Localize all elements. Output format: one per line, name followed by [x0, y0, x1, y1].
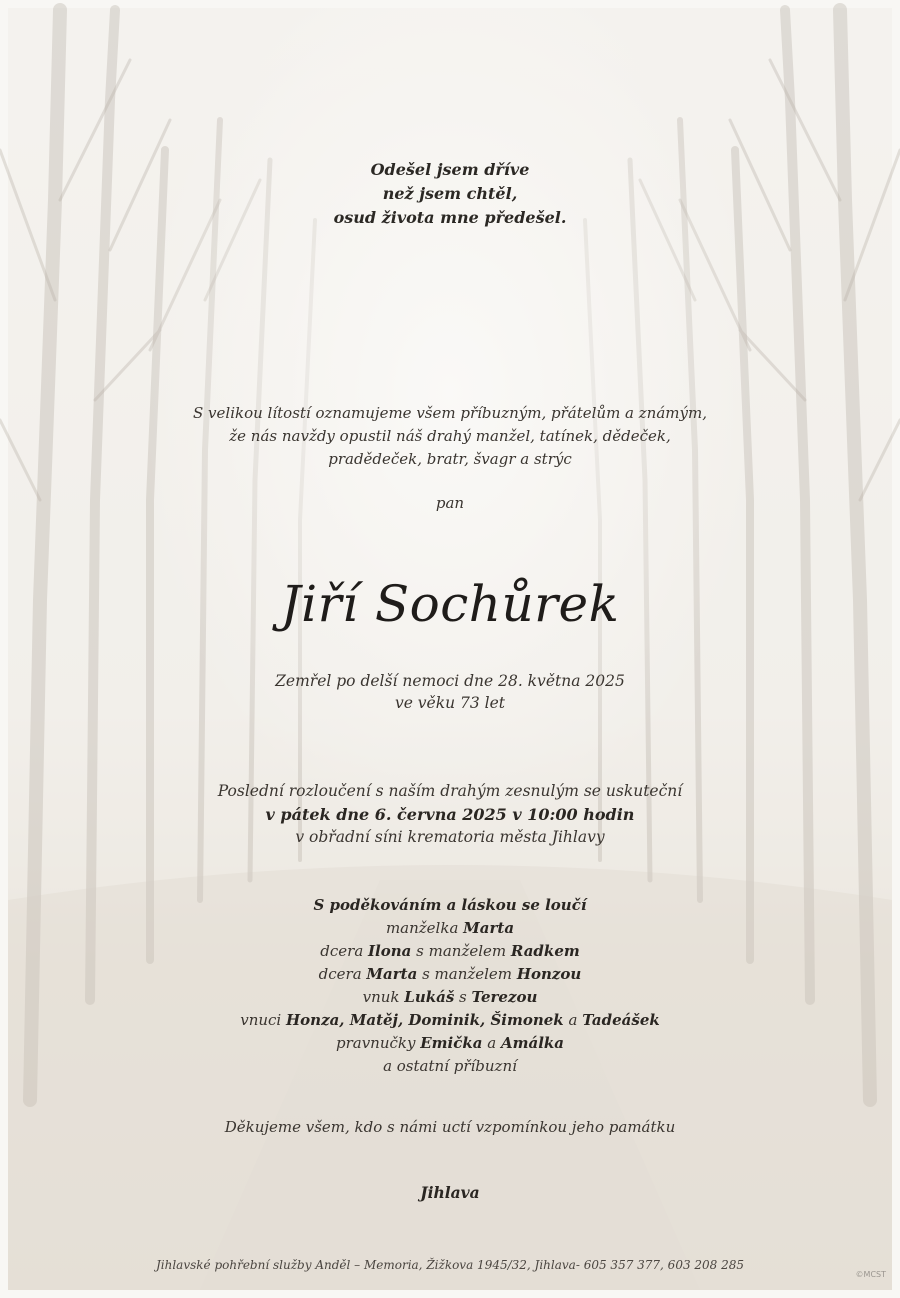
poem-line: než jsem chtěl, — [382, 184, 518, 203]
mourner-name: Lukáš — [404, 988, 455, 1006]
funeral-intro: Poslední rozloučení s naším drahým zesnulým se uskuteční — [217, 782, 683, 800]
mourner-row — [0, 1032, 900, 1055]
mourner-relation: s manželem — [411, 942, 511, 960]
mourner-relation: vnuk — [362, 988, 405, 1006]
mourner-name: Honza, Matěj, Dominik, Šimonek — [285, 1011, 564, 1029]
mourner-relation: s — [454, 988, 472, 1006]
mourner-relation: a — [563, 1011, 583, 1029]
death-notice — [0, 670, 900, 714]
mourner-name: Ilona — [368, 942, 412, 960]
death-date-line: Zemřel po delší nemoci dne 28. května 2025 — [275, 672, 625, 690]
mourner-relation: pravnučky — [335, 1034, 421, 1052]
mourner-name: Amálka — [500, 1034, 565, 1052]
mourner-relation: s manželem — [417, 965, 517, 983]
opening-poem — [0, 158, 900, 230]
mourner-relation: dcera — [318, 965, 367, 983]
announcement-line: S velikou lítostí oznamujeme všem příbuzným, přátelům a známým, — [193, 404, 707, 422]
mourners-rows — [0, 917, 900, 1078]
city-name: Jihlava — [420, 1183, 480, 1202]
mourner-name: Emička — [420, 1034, 483, 1052]
announcement-text — [0, 402, 900, 471]
mourner-row — [0, 1009, 900, 1032]
mourner-row — [0, 963, 900, 986]
mourners-list — [0, 894, 900, 1078]
mourner-relation: a ostatní příbuzní — [383, 1057, 517, 1075]
mourner-relation: manželka — [385, 919, 464, 937]
funeral-info — [0, 780, 900, 849]
announcement-line: pradědeček, bratr, švagr a strýc — [328, 450, 572, 468]
mourner-name: Honzou — [516, 965, 582, 983]
mourner-row — [0, 1055, 900, 1078]
deceased-name: Jiří Sochůrek — [280, 575, 620, 633]
poem-line: Odešel jsem dříve — [370, 160, 530, 179]
mourner-row — [0, 917, 900, 940]
mourner-relation: a — [482, 1034, 501, 1052]
age-line: ve věku 73 let — [394, 694, 506, 712]
funeral-date-time: v pátek dne 6. června 2025 v 10:00 hodin — [265, 805, 635, 824]
mourner-name: Tadeášek — [582, 1011, 660, 1029]
mourner-row — [0, 940, 900, 963]
mourner-name: Marta — [366, 965, 418, 983]
honorific: pan — [435, 494, 465, 512]
mourner-name: Marta — [463, 919, 515, 937]
funeral-service-footer: Jihlavské pohřební služby Anděl – Memoria, Žižkova 1945/32, Jihlava- 605 357 377, 603 208 285 — [155, 1258, 745, 1272]
mourners-heading: S poděkováním a láskou se loučí — [313, 896, 587, 914]
mourner-relation: vnuci — [240, 1011, 286, 1029]
mourner-relation: dcera — [320, 942, 369, 960]
thanks-line: Děkujeme všem, kdo s námi uctí vzpomínkou jeho památku — [224, 1118, 676, 1136]
mourner-row — [0, 986, 900, 1009]
funeral-venue: v obřadní síni krematoria města Jihlavy — [295, 828, 605, 846]
poem-line: osud života mne předešel. — [333, 208, 567, 227]
announcement-line: že nás navždy opustil náš drahý manžel, tatínek, dědeček, — [229, 427, 671, 445]
copyright-mark: ©MCST — [855, 1270, 886, 1279]
mourner-name: Radkem — [510, 942, 580, 960]
mourner-name: Terezou — [471, 988, 538, 1006]
